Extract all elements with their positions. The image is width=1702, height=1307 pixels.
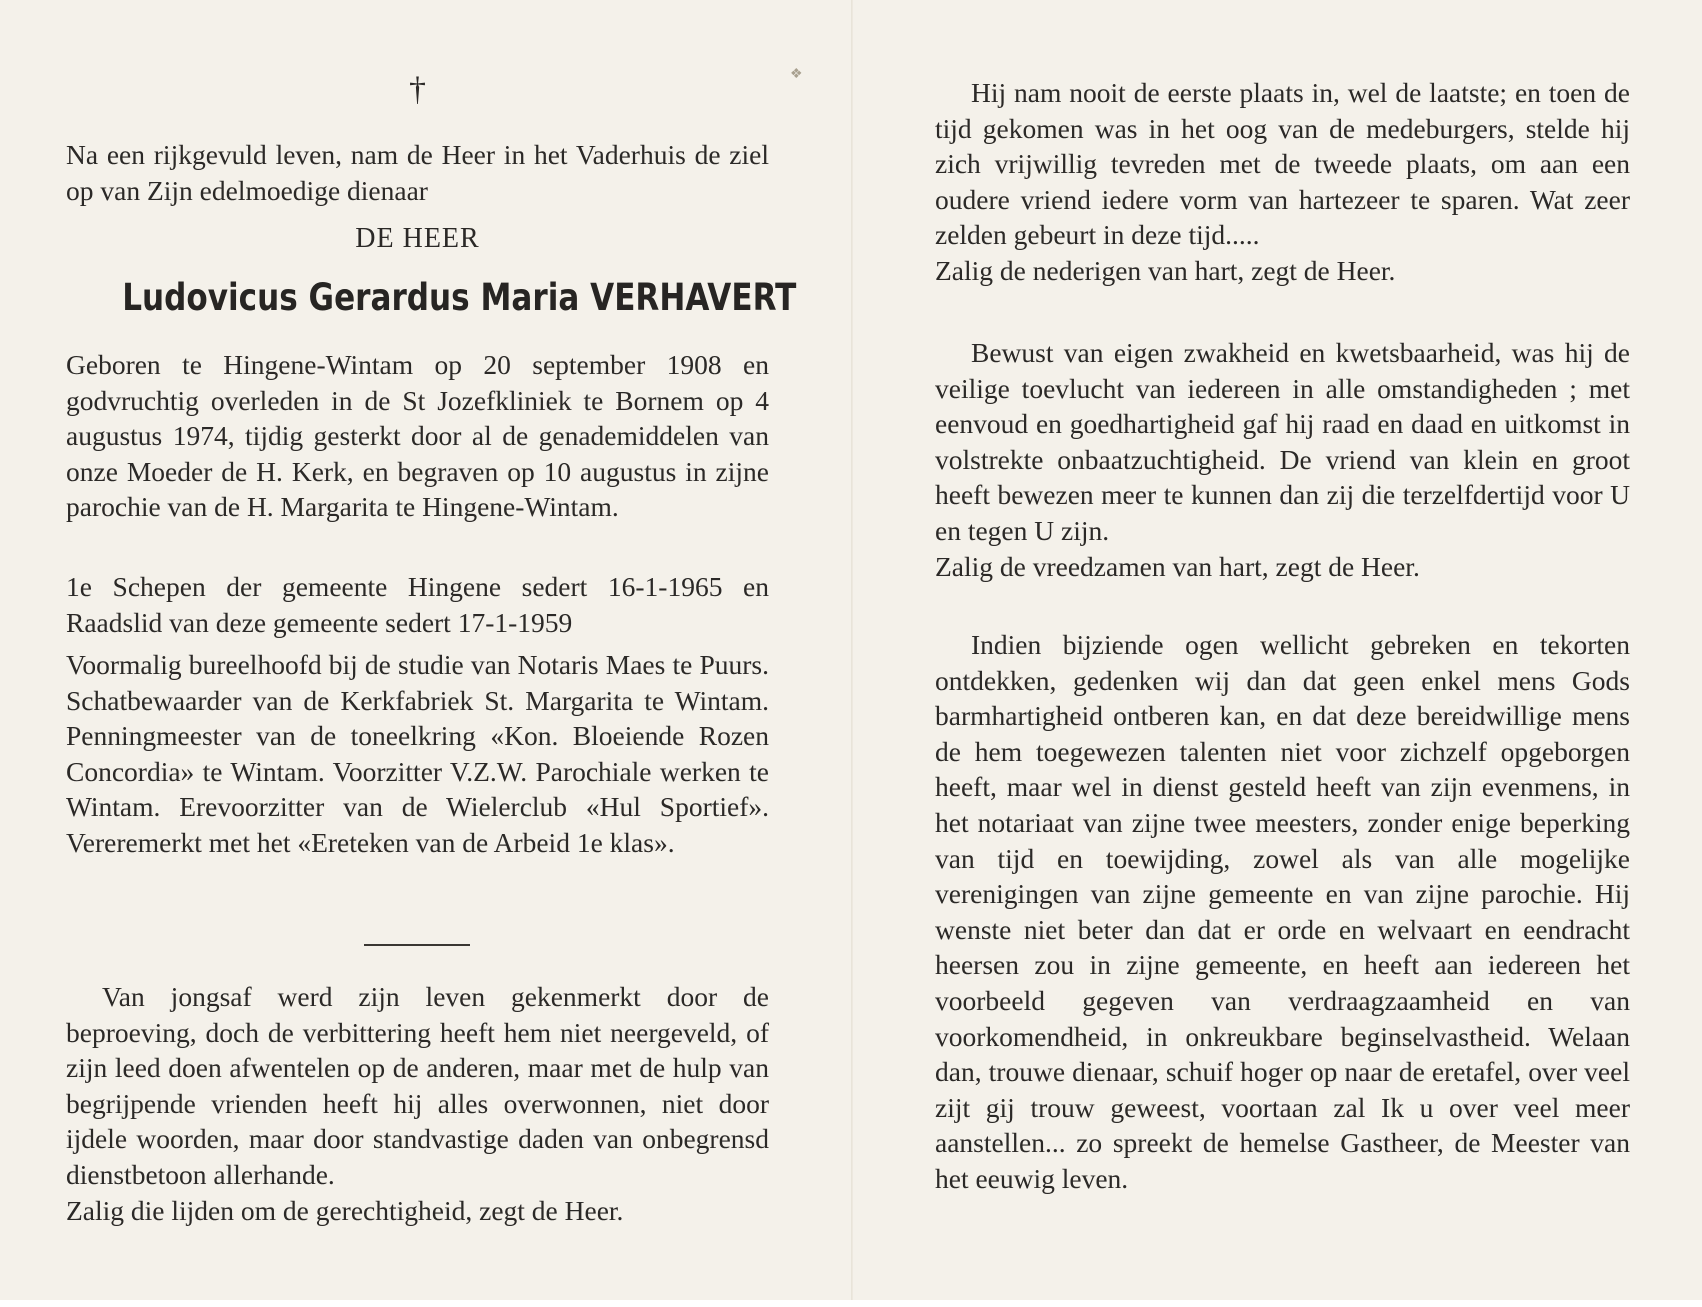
deceased-name: Ludovicus Gerardus Maria VERHAVERT: [122, 276, 797, 319]
paragraph-1: Hij nam nooit de eerste plaats in, wel de laatste; en toen de tijd gekomen was in het oog van de medeburgers, stelde hij zich vrijwillig tevreden met de tweede plaats, om aan een oudere vriend iedere vorm van hartezeer te sparen. Wat zeer zelden gebeurt in deze tijd.....: [935, 77, 1630, 251]
functions-text: 1e Schepen der gemeente Hingene sedert 16-1-1965 en Raadslid van deze gemeente sedert 17-1-1959: [66, 571, 769, 638]
birth-death-text: Geboren te Hingene-Wintam op 20 september 1908 en godvruchtig overleden in de St Jozefkliniek te Bornem op 4 augustus 1974, tijdig gesterkt door al de genademiddelen van onze Moeder de H. Kerk, en begraven op 10 augustus in zijne parochie van de H. Margarita te Hingene-Wintam.: [66, 349, 769, 523]
intro-text: Na een rijkgevuld leven, nam de Heer in het Vaderhuis de ziel op van Zijn edelmoedige dienaar: [66, 139, 769, 206]
beatitude-1: Zalig de nederigen van hart, zegt de Heer.: [935, 254, 1396, 286]
divider: [364, 944, 470, 946]
paragraph-2: Bewust van eigen zwakheid en kwetsbaarheid, was hij de veilige toevlucht van iedereen in alle omstandigheden ; met eenvoud en goedhartigheid gaf hij raad en daad en uitkomst in volstrekte onbaatzuchtigheid. De vriend van klein en groot heeft bewezen meer te kunnen dan zij die terzelfdertijd voor U en tegen U zijn.: [935, 337, 1630, 546]
fold-mark: ❖: [790, 66, 803, 82]
paragraph-3: Indien bijziende ogen wellicht gebreken en tekorten ontdekken, gedenken wij dan dat geen enkel mens Gods barmhartigheid ontberen kan, en dat deze bereidwillige mens de hem toegewezen talenten niet voor zichzelf opgeborgen heeft, maar wel in dienst gesteld heeft van zijn evenmens, in het notariaat van zijne twee meesters, zonder enige beperking van tijd en toewijding, zowel als van alle mogelijke verenigingen van zijne gemeente en van zijne parochie. Hij wenste niet beter dan dat er orde en welvaart en eendracht heersen zou in zijne gemeente, en heeft aan iedereen het voorbeeld gegeven van verdraagzaamheid en van voorkomendheid, in onkreukbare beginselvastheid. Welaan dan, trouwe dienaar, schuif hoger op naar de eretafel, over veel zijt gij trouw geweest, voortaan zal Ik u over veel meer aanstellen... zo spreekt de hemelse Gastheer, de Meester van het eeuwig leven.: [935, 629, 1630, 1194]
title-prefix: DE HEER: [355, 223, 480, 254]
center-fold: [851, 0, 853, 1300]
tribute-text: Van jongsaf werd zijn leven gekenmerkt door de beproeving, doch de verbittering heeft hem niet neergeveld, of zijn leed doen afwentelen op de anderen, maar met de hulp van begrijpende vrienden heeft hij alles overwonnen, niet door ijdele woorden, maar door standvastige daden van onbegrensd dienstbetoon allerhande.: [66, 981, 769, 1190]
right-block-3: [935, 627, 1630, 1197]
tribute-block: [66, 979, 769, 1228]
beatitude-text: Zalig die lijden om de gerechtigheid, zegt de Heer.: [66, 1194, 624, 1226]
right-block-1: [935, 75, 1630, 289]
right-block-2: [935, 335, 1630, 584]
career-text: Voormalig bureelhoofd bij de studie van Notaris Maes te Puurs. Schatbewaarder van de Kerkfabriek St. Margarita te Wintam. Penningmeester van de toneelkring «Kon. Bloeiende Rozen Concordia» te Wintam. Voorzitter V.Z.W. Parochiale werken te Wintam. Erevoorzitter van de Wielerclub «Hul Sportief». Vereremerkt met het «Ereteken van de Arbeid 1e klas».: [66, 649, 769, 858]
beatitude-2: Zalig de vreedzamen van hart, zegt de Heer.: [935, 550, 1420, 582]
cross-symbol: †: [409, 71, 426, 108]
